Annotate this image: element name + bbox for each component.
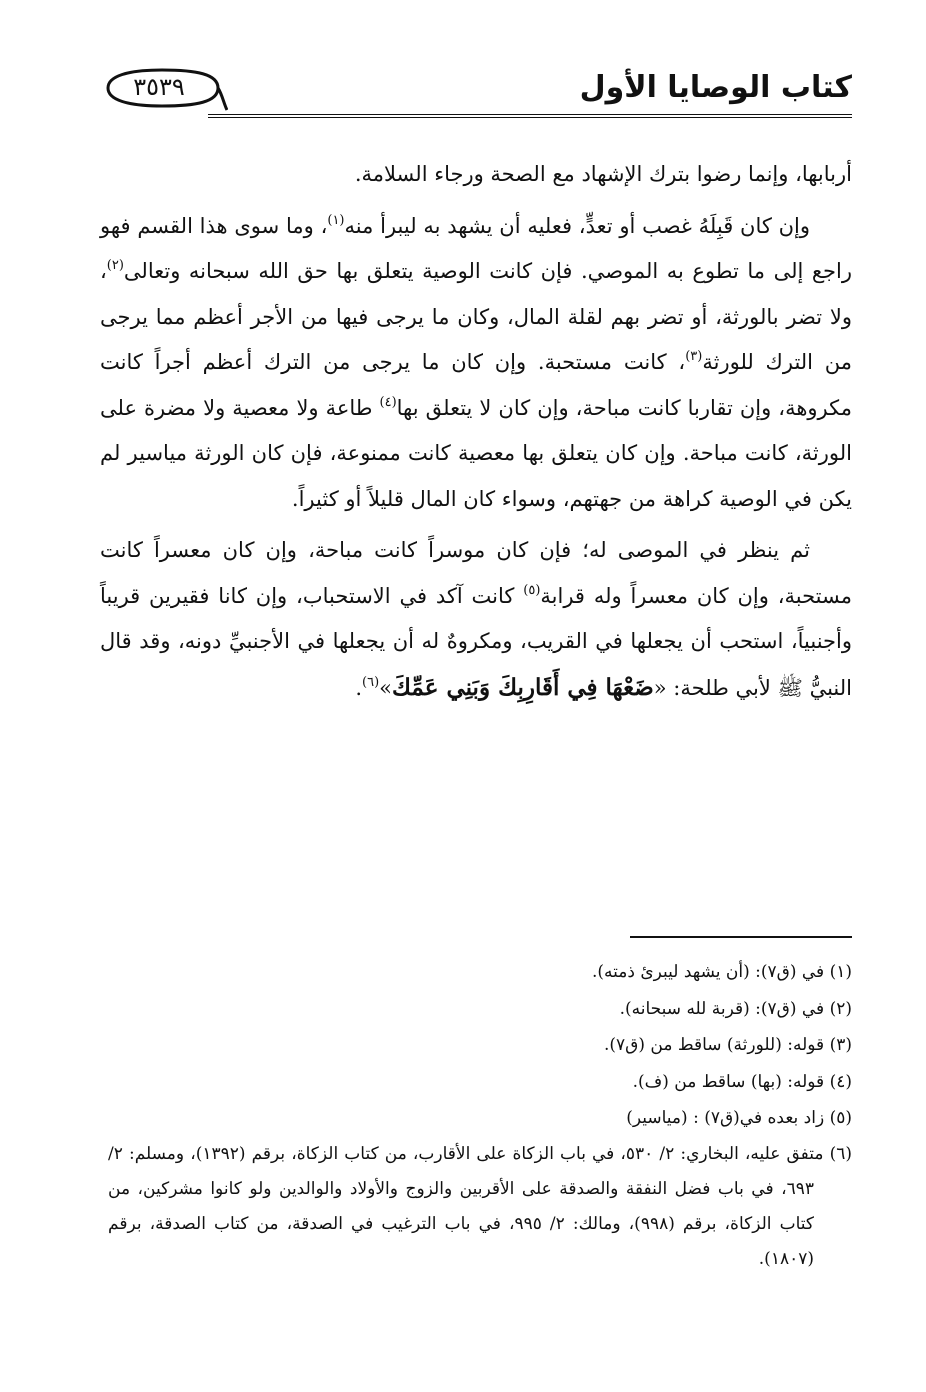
footnote-ref-3[interactable]: (٣): [685, 349, 703, 364]
paragraph-3: ثم ينظر في الموصى له؛ فإن كان موسراً كانت مباحة، وإن كان معسراً كانت مستحبة، وإن كان معسراً وله قرابة$^{(٥)}$ كانت آكد في الاستحباب، وإن كانا فقيرين قريباً وأجنبياً، استحب أن يجعلها في القريب، ومكروهٌ له أن يجعلها في الأجنبيِّ دونه، وقد قال النبيُّ ﷺ لأبي طلحة: «ضَعْهَا فِي أَقَارِبِكَ وَبَنِي عَمِّكَ»$^{(٦)}$.: [100, 538, 852, 701]
page-number-frame: [100, 64, 228, 112]
footnotes: [108, 954, 852, 1277]
footnote-5: (٥) زاد بعده في(ق٧) : (مياسير): [626, 1108, 852, 1128]
paragraph-2: وإن كان قَبِلَهُ غصب أو تعدٍّ، فعليه أن يشهد به ليبرأ منه$^{(١)}$، وما سوى هذا القسم فهو راجع إلى ما تطوع به الموصي. فإن كانت الوصية يتعلق بها حق الله سبحانه وتعالى$^{(٢)}$، ولا تضر بالورثة، أو تضر بهم لقلة المال، وكان ما يرجى فيها من الأجر أعظم مما يرجى من الترك للورثة$^{(٣)}$، كانت مستحبة. وإن كان ما يرجى من الترك أعظم أجراً كانت مكروهة، وإن تقاربا كانت مباحة، وإن كان لا يتعلق بها$^{(٤)}$ طاعة ولا معصية ولا مضرة على الورثة، كانت مباحة. وإن كان يتعلق بها معصية كانت ممنوعة، فإن كان الورثة مياسير لم يكن في الوصية كراهة من جهتهم، وسواء كان المال قليلاً أو كثيراً.: [100, 212, 853, 511]
page-header: [100, 62, 852, 118]
paragraph-1: أربابها، وإنما رضوا بترك الإشهاد مع الصحة ورجاء السلامة.: [354, 162, 852, 186]
footnote-3: (٣) قوله: (للورثة) ساقط من (ق٧).: [603, 1035, 852, 1055]
page-number: ٣٥٣٩: [133, 73, 185, 101]
main-text: [100, 152, 852, 717]
footnote-6: (٦) متفق عليه، البخاري: ٢/ ٥٣٠، في باب الزكاة على الأقارب، من كتاب الزكاة، برقم (١٣٩٢)، ومسلم: ٢/ ٦٩٣، في باب فضل النفقة والصدقة على الأقربين والزوج والأولاد والوالدين ولو كانوا مشركين، من كتاب الزكاة، برقم (٩٩٨)، ومالك: ٢/ ٩٩٥، في باب الترغيب في الصدقة، من كتاب الصدقة، برقم (١٨٠٧).: [108, 1143, 852, 1269]
footnote-ref-5[interactable]: (٥): [523, 582, 541, 598]
header-rule: [208, 114, 852, 118]
footnote-ref-2[interactable]: (٢): [106, 258, 124, 273]
footnote-4: (٤) قوله: (بها) ساقط من (ف).: [632, 1071, 852, 1092]
hadith-quote: ضَعْهَا فِي أَقَارِبِكَ وَبَنِي عَمِّكَ: [392, 673, 654, 701]
footnote-ref-4[interactable]: (٤): [379, 394, 397, 410]
footnote-2: (٢) في (ق٧): (قربة لله سبحانه).: [619, 998, 852, 1019]
book-title: كتاب الوصايا الأول: [579, 70, 852, 105]
footnote-ref-1[interactable]: (١): [327, 212, 345, 228]
footnote-1: (١) في (ق٧): (أن يشهد ليبرئ ذمته).: [591, 962, 852, 982]
footnote-ref-6[interactable]: (٦): [362, 674, 380, 690]
footnote-separator: [630, 936, 852, 938]
